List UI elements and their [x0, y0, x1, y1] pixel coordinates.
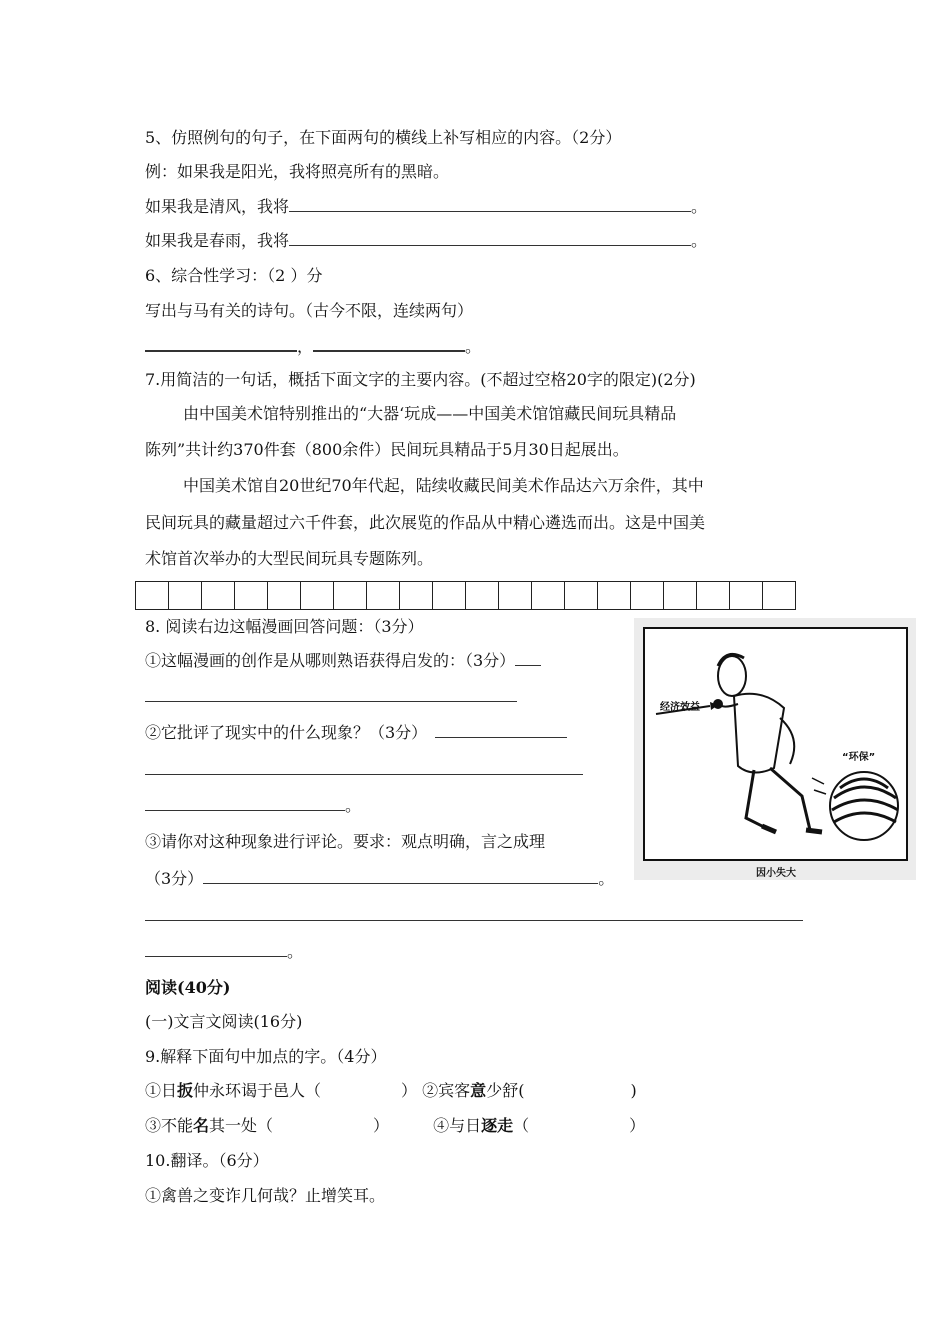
answer-grid-cell[interactable] [631, 582, 664, 610]
q5-answer-blank-2[interactable] [289, 231, 691, 246]
q6-end: 。 [465, 337, 482, 356]
answer-grid-cell[interactable] [367, 582, 400, 610]
q8-sub3-continue [145, 906, 803, 926]
answer-grid-cell[interactable] [598, 582, 631, 610]
q5-line2-prefix: 如果我是春雨，我将 [145, 231, 290, 250]
q9-item3-keyword: 名 [193, 1116, 210, 1135]
reading-title: 阅读(40分) [145, 978, 231, 997]
q8-sub1-blank[interactable] [515, 651, 541, 666]
cartoon-caption: 因小失大 [756, 868, 796, 879]
q8-sub3-line2 [145, 869, 614, 889]
q8-sub3-end-line [145, 942, 303, 962]
reading-section1: (一)文言文阅读(16分) [145, 1012, 303, 1031]
q8-sub2-end-line [145, 796, 361, 816]
q8-sub2-text: ②它批评了现实中的什么现象？（3分） [145, 723, 428, 742]
q9-title: 9.解释下面句中加点的字。（4分） [145, 1047, 387, 1066]
answer-grid-cell[interactable] [664, 582, 697, 610]
q9-item4-keyword: 逐走 [481, 1116, 514, 1135]
q8-sub3-line1: ③请你对这种现象进行评论。要求：观点明确，言之成理 [145, 832, 546, 851]
q6-prompt: 写出与马有关的诗句。（古今不限，连续两句） [145, 301, 474, 320]
cartoon-image [634, 618, 916, 880]
answer-grid-cell[interactable] [763, 582, 796, 610]
answer-grid-cell[interactable] [301, 582, 334, 610]
answer-grid-cell[interactable] [235, 582, 268, 610]
q9-item2: ②宾客意少舒( ) [422, 1081, 637, 1100]
cartoon-label-env: “环保” [842, 752, 876, 763]
answer-grid-cell[interactable] [499, 582, 532, 610]
q8-sub3-final-end: 。 [287, 942, 304, 961]
q9-row2 [145, 1116, 645, 1136]
q9-item4: ④与日逐走（ ） [433, 1116, 646, 1135]
answer-grid-cell[interactable] [433, 582, 466, 610]
q5-line1-end: 。 [691, 197, 708, 216]
answer-grid-cell[interactable] [400, 582, 433, 610]
answer-grid-cell[interactable] [268, 582, 301, 610]
q6-answer-blank-1[interactable] [145, 336, 297, 352]
q8-sub2-end: 。 [345, 796, 362, 815]
q8-sub3-blank[interactable] [203, 869, 598, 884]
q5-line2 [145, 231, 707, 251]
q7-para1-line1: 由中国美术馆特别推出的“大器‘玩成——中国美术馆馆藏民间玩具精品 [183, 404, 677, 423]
answer-grid-cell[interactable] [466, 582, 499, 610]
q6-answer-line [145, 336, 481, 357]
answer-grid-cell[interactable] [697, 582, 730, 610]
q8-title: 8. 阅读右边这幅漫画回答问题：（3分） [145, 617, 424, 636]
q8-sub2-continue [145, 760, 583, 780]
q9-item2-keyword: 意 [470, 1081, 487, 1100]
q8-sub3-blank-2[interactable] [145, 906, 803, 921]
q6-title: 6、综合性学习：（2 ）分 [145, 266, 323, 285]
q7-para2-line1: 中国美术馆自20世纪70年代起，陆续收藏民间美术作品达六万余件，其中 [183, 476, 704, 495]
q8-sub1 [145, 651, 541, 671]
q5-line1-prefix: 如果我是清风，我将 [145, 197, 290, 216]
q7-para1-line2: 陈列”共计约370件套（800余件）民间玩具精品于5月30日起展出。 [145, 440, 629, 459]
q9-item3: ③不能名其一处（ ） [145, 1116, 390, 1135]
q10-sentence1: ①禽兽之变诈几何哉？止增笑耳。 [145, 1186, 386, 1205]
q7-title: 7.用简洁的一句话，概括下面文字的主要内容。(不超过空格20字的限定)(2分) [145, 370, 696, 389]
answer-grid-cell[interactable] [202, 582, 235, 610]
q5-example: 例：如果我是阳光，我将照亮所有的黑暗。 [145, 162, 450, 181]
q9-row1 [145, 1081, 637, 1101]
answer-grid-cell[interactable] [532, 582, 565, 610]
q8-sub3-score: （3分） [145, 869, 204, 888]
q6-answer-blank-2[interactable] [313, 336, 465, 352]
q6-comma: ， [297, 337, 314, 356]
q10-title: 10.翻译。（6分） [145, 1151, 269, 1170]
answer-grid-cell[interactable] [730, 582, 763, 610]
answer-grid-cell[interactable] [136, 582, 169, 610]
q8-sub2-blank[interactable] [435, 723, 567, 738]
q5-line2-end: 。 [691, 231, 708, 250]
answer-grid-cell[interactable] [169, 582, 202, 610]
q5-answer-blank-1[interactable] [289, 197, 691, 212]
q8-sub2 [145, 723, 567, 743]
q8-sub2-blank-2[interactable] [145, 760, 583, 775]
q5-line1 [145, 197, 707, 217]
q8-sub1-text: ①这幅漫画的创作是从哪则熟语获得启发的：（3分） [145, 651, 516, 670]
answer-grid-cell[interactable] [334, 582, 367, 610]
answer-grid-cell[interactable] [565, 582, 598, 610]
q5-title: 5、仿照例句的句子，在下面两句的横线上补写相应的内容。（2分） [145, 128, 622, 147]
q8-sub2-blank-3[interactable] [145, 796, 345, 811]
q7-para2-line2: 民间玩具的藏量超过六千件套，此次展览的作品从中精心遴选而出。这是中国美 [145, 513, 706, 532]
cartoon-label-economic: 经济效益 [660, 702, 700, 713]
q7-answer-grid[interactable] [135, 581, 796, 610]
q9-item1-keyword: 扳 [177, 1081, 194, 1100]
q9-item1: ①日扳仲永环谒于邑人（ ） [145, 1081, 418, 1100]
q7-para2-line3: 术馆首次举办的大型民间玩具专题陈列。 [145, 549, 434, 568]
q8-sub3-end: 。 [598, 869, 615, 888]
q8-sub3-blank-3[interactable] [145, 942, 287, 957]
q8-sub1-continue [145, 687, 517, 707]
q8-sub1-blank-2[interactable] [145, 687, 517, 702]
